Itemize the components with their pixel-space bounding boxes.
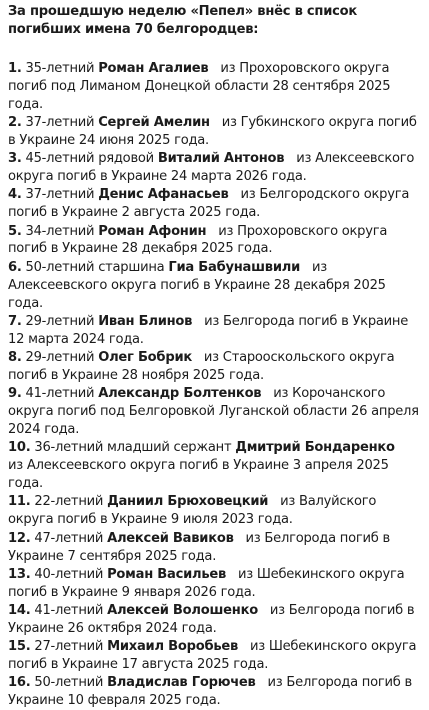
entry-age-rank: 50-летний старшина — [25, 259, 169, 275]
entry-details: из Белгорода погиб в Украине 7 сентября 2025 года. — [8, 530, 390, 564]
entry-name: Михаил Воробьев — [107, 639, 239, 655]
list-item — [8, 60, 421, 114]
list-item — [8, 150, 421, 186]
entry-age-rank: 34-летний — [25, 223, 99, 239]
entry-number: 10. — [8, 440, 31, 456]
entry-number: 13. — [8, 566, 31, 582]
entry-age-rank: 41-летний — [25, 386, 99, 402]
entry-name: Алексей Волошенко — [107, 603, 258, 619]
entry-details: из Корочанского округа погиб под Белгоровкой Луганской области 26 апреля 2024 года. — [8, 386, 419, 438]
entry-name: Даниил Брюховецкий — [107, 494, 269, 510]
entry-name: Роман Агалиев — [98, 60, 209, 76]
entry-age-rank: 50-летний — [34, 675, 108, 691]
list-item — [8, 313, 421, 349]
entry-age-rank: 37-летний — [25, 187, 99, 203]
entry-number: 2. — [8, 114, 22, 130]
entry-age-rank: 29-летний — [25, 350, 99, 366]
entry-number: 6. — [8, 259, 22, 275]
entry-name: Сергей Амелин — [98, 114, 210, 130]
list-item — [8, 114, 421, 150]
entry-name: Гиа Бабунашвили — [168, 259, 301, 275]
entry-age-rank: 47-летний — [34, 530, 108, 546]
entry-details: из Прохоровского округа погиб в Украине 28 декабря 2025 года. — [8, 223, 388, 257]
entry-number: 9. — [8, 386, 22, 402]
entry-age-rank: 41-летний — [34, 603, 108, 619]
entry-details: из Алексеевского округа погиб в Украине 28 декабря 2025 года. — [8, 259, 386, 311]
entry-name: Роман Васильев — [107, 566, 227, 582]
entry-number: 12. — [8, 530, 31, 546]
entry-number: 16. — [8, 675, 31, 691]
entry-details: из Белгорода погиб в Украине 26 октября 2024 года. — [8, 603, 415, 636]
entry-name: Дмитрий Бондаренко — [235, 440, 395, 456]
entry-number: 7. — [8, 313, 22, 329]
list-item — [8, 638, 421, 674]
list-item — [8, 602, 421, 638]
entry-age-rank: 36-летний младший сержант — [34, 440, 236, 456]
entry-number: 5. — [8, 223, 22, 239]
casualty-list — [8, 60, 421, 710]
entry-age-rank: 40-летний — [34, 566, 108, 582]
list-item — [8, 186, 421, 222]
entry-name: Иван Блинов — [98, 313, 193, 329]
entry-age-rank: 35-летний — [25, 60, 99, 76]
entry-number: 1. — [8, 60, 22, 76]
entry-details: из Шебекинского округа погиб в Украине 17 августа 2025 года. — [8, 639, 417, 673]
entry-details: из Алексеевского округа погиб в Украине 24 марта 2026 года. — [8, 151, 415, 185]
entry-number: 3. — [8, 151, 22, 167]
list-item — [8, 566, 421, 602]
list-item — [8, 674, 421, 710]
entry-name: Алексей Вавиков — [107, 530, 234, 546]
entry-details: из Белгорода погиб в Украине 12 марта 2024 года. — [8, 313, 409, 347]
entry-details: из Губкинского округа погиб в Украине 24 июня 2025 года. — [8, 114, 417, 148]
entry-number: 4. — [8, 187, 22, 203]
entry-age-rank: 37-летний — [25, 114, 99, 130]
entry-details: из Белгорода погиб в Украине 10 февраля 2025 года. — [8, 675, 412, 709]
list-item — [8, 349, 421, 385]
entry-details: из Валуйского округа погиб в Украине 9 июля 2023 года. — [8, 494, 377, 528]
entry-number: 8. — [8, 350, 22, 366]
entry-age-rank: 27-летний — [34, 639, 108, 655]
entry-name: Роман Афонин — [98, 223, 207, 239]
entry-number: 15. — [8, 639, 31, 655]
post-heading: За прошедшую неделю «Пепел» внёс в список погибших имена 70 белгородцев: — [8, 4, 358, 37]
entry-age-rank: 45-летний рядовой — [25, 151, 158, 167]
entry-name: Олег Бобрик — [98, 350, 193, 366]
entry-details: из Прохоровского округа погиб под Лиманом Донецкой области 28 сентября 2025 года. — [8, 60, 391, 112]
entry-number: 11. — [8, 494, 31, 510]
entry-details: из Шебекинского округа погиб в Украине 9 января 2026 года. — [8, 566, 405, 600]
list-item — [8, 530, 421, 566]
entry-name: Владислав Горючев — [107, 675, 256, 691]
entry-name: Денис Афанасьев — [98, 187, 229, 203]
entry-details: из Старооскольского округа погиб в Украине 28 ноября 2025 года. — [8, 350, 395, 383]
list-item — [8, 259, 421, 313]
entry-name: Виталий Антонов — [157, 151, 285, 167]
entry-number: 14. — [8, 603, 31, 619]
entry-age-rank: 22-летний — [34, 494, 108, 510]
list-item — [8, 223, 421, 259]
entry-details: из Алексеевского округа погиб в Украине 3 апреля 2025 года. — [8, 458, 389, 492]
list-item — [8, 385, 421, 439]
list-item — [8, 439, 421, 493]
entry-details: из Белгородского округа погиб в Украине 2 августа 2025 года. — [8, 187, 410, 221]
list-item — [8, 493, 421, 529]
entry-name: Александр Болтенков — [98, 386, 262, 402]
entry-age-rank: 29-летний — [25, 313, 99, 329]
